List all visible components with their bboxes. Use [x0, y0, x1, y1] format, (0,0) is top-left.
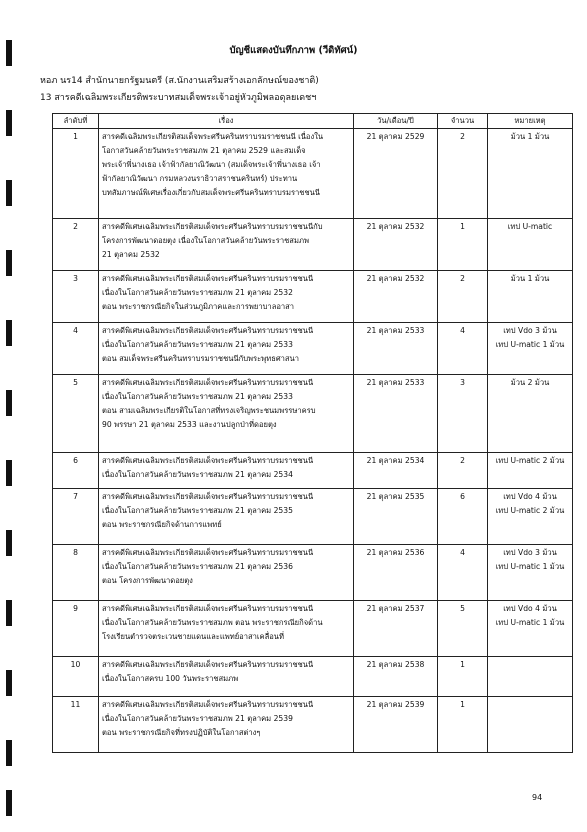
row-qty: 2 — [438, 271, 488, 323]
row-title — [99, 697, 354, 753]
row-date: 21 ตุลาคม 2533 — [354, 323, 438, 375]
row-date: 21 ตุลาคม 2532 — [354, 271, 438, 323]
table-row — [53, 129, 573, 219]
title-line: สารคดีพิเศษเฉลิมพระเกียรติสมเด็จพระศรีนครินทราบรมราชชนนี — [102, 326, 314, 335]
row-date: 21 ตุลาคม 2534 — [354, 453, 438, 489]
row-note — [488, 697, 573, 753]
title-line: 90 พรรษา 21 ตุลาคม 2533 และงานปลูกป่าที่ดอยตุง — [102, 420, 277, 429]
row-note — [488, 545, 573, 601]
title-line: เนื่องในโอกาสวันคล้ายวันพระราชสมภพ ตอน พระราชกรณียกิจด้าน — [102, 618, 323, 627]
note-line: เทป Vdo 3 ม้วน — [503, 548, 557, 557]
row-qty: 6 — [438, 489, 488, 545]
row-date: 21 ตุลาคม 2539 — [354, 697, 438, 753]
title-line: พระเจ้าพี่นางเธอ เจ้าฟ้ากัลยาณิวัฒนา (สมเด็จพระเจ้าพี่นางเธอ เจ้า — [102, 160, 321, 169]
table-row — [53, 657, 573, 697]
row-title — [99, 657, 354, 697]
binding-mark — [6, 600, 12, 626]
binding-mark — [6, 670, 12, 696]
row-qty: 1 — [438, 219, 488, 271]
binding-mark — [6, 250, 12, 276]
note-line: เทป U-matic 1 ม้วน — [495, 340, 565, 349]
title-line: ตอน พระราชกรณียกิจที่ทรงปฏิบัติในโอกาสต่างๆ — [102, 728, 261, 737]
title-line: ตอน พระราชกรณียกิจในส่วนภูมิภาคและการพยาบาลอาสา — [102, 302, 295, 311]
title-line: เนื่องในโอกาสวันคล้ายวันพระราชสมภพ 21 ตุลาคม 2535 — [102, 506, 293, 515]
row-note — [488, 129, 573, 219]
row-title — [99, 453, 354, 489]
title-line: สารคดีเฉลิมพระเกียรติสมเด็จพระศรีนครินทราบรมราชชนนี เนื่องใน — [102, 132, 324, 141]
row-note — [488, 219, 573, 271]
col-header-note: หมายเหตุ — [488, 114, 573, 129]
col-header-title: เรื่อง — [99, 114, 354, 129]
row-number: 5 — [53, 375, 99, 453]
row-note — [488, 489, 573, 545]
agency-line: หอภ นร14 สำนักนายกรัฐมนตรี (ส.นักงานเสริมสร้างเอกลักษณ์ของชาติ) — [40, 76, 319, 86]
row-number: 4 — [53, 323, 99, 375]
title-line: เนื่องในโอกาสวันคล้ายวันพระราชสมภพ 21 ตุลาคม 2533 — [102, 340, 293, 349]
col-header-no: ลำดับที่ — [53, 114, 99, 129]
table-header-row — [53, 114, 573, 129]
page-number: 94 — [532, 793, 543, 802]
binding-mark — [6, 320, 12, 346]
row-number: 11 — [53, 697, 99, 753]
binding-mark — [6, 180, 12, 206]
binding-mark — [6, 460, 12, 486]
row-qty: 2 — [438, 453, 488, 489]
col-header-qty: จำนวน — [438, 114, 488, 129]
title-line: ตอน สมเด็จพระศรีนครินทราบรมราชชนนีกับพระพุทธศาสนา — [102, 354, 300, 363]
row-note — [488, 453, 573, 489]
row-note — [488, 601, 573, 657]
series-line: 13 สารคดีเฉลิมพระเกียรติพระบาทสมเด็จพระเจ้าอยู่หัวภูมิพลอดุลยเดชฯ — [40, 93, 317, 103]
row-number: 10 — [53, 657, 99, 697]
row-date: 21 ตุลาคม 2536 — [354, 545, 438, 601]
title-line: สารคดีพิเศษเฉลิมพระเกียรติสมเด็จพระศรีนครินทราบรมราชชนนี — [102, 456, 314, 465]
binding-mark — [6, 390, 12, 416]
title-line: เนื่องในโอกาสครบ 100 วันพระราชสมภพ — [102, 674, 239, 683]
row-date: 21 ตุลาคม 2538 — [354, 657, 438, 697]
row-date: 21 ตุลาคม 2535 — [354, 489, 438, 545]
table-row — [53, 219, 573, 271]
note-line: ม้วน 1 ม้วน — [510, 274, 550, 283]
row-number: 6 — [53, 453, 99, 489]
table-row — [53, 489, 573, 545]
row-qty: 1 — [438, 697, 488, 753]
title-line: สารคดีพิเศษเฉลิมพระเกียรติสมเด็จพระศรีนครินทราบรมราชชนนี — [102, 492, 314, 501]
row-number: 3 — [53, 271, 99, 323]
title-line: เนื่องในโอกาสวันคล้ายวันพระราชสมภพ 21 ตุลาคม 2536 — [102, 562, 293, 571]
row-date: 21 ตุลาคม 2533 — [354, 375, 438, 453]
row-qty: 4 — [438, 545, 488, 601]
row-date: 21 ตุลาคม 2529 — [354, 129, 438, 219]
note-line: เทป U-matic 2 ม้วน — [495, 456, 565, 465]
row-title — [99, 129, 354, 219]
title-line: ตอน โครงการพัฒนาดอยตุง — [102, 576, 193, 585]
title-line: เนื่องในโอกาสวันคล้ายวันพระราชสมภพ 21 ตุลาคม 2532 — [102, 288, 293, 297]
table-row — [53, 545, 573, 601]
note-line: เทป Vdo 3 ม้วน — [503, 326, 557, 335]
title-line: สารคดีพิเศษเฉลิมพระเกียรติสมเด็จพระศรีนครินทราบรมราชชนนี — [102, 548, 314, 557]
title-line: โรงเรียนตำรวจตระเวนชายแดนและแพทย์อาสาเคลื่อนที่ — [102, 632, 284, 641]
row-title — [99, 545, 354, 601]
table-row — [53, 375, 573, 453]
row-title — [99, 271, 354, 323]
row-qty: 5 — [438, 601, 488, 657]
binding-mark — [6, 790, 12, 816]
col-header-date: วัน/เดือน/ปี — [354, 114, 438, 129]
title-line: สารคดีพิเศษเฉลิมพระเกียรติสมเด็จพระศรีนครินทราบรมราชชนนี — [102, 378, 314, 387]
row-note — [488, 323, 573, 375]
title-line: ฟ้ากัลยาณิวัฒนา กรมหลวงนราธิวาสราชนครินทร์) ประทาน — [102, 174, 298, 183]
title-line: สารคดีพิเศษเฉลิมพระเกียรติสมเด็จพระศรีนครินทราบรมราชชนนี — [102, 604, 314, 613]
note-line: เทป U-matic — [507, 222, 553, 231]
note-line: เทป U-matic 2 ม้วน — [495, 506, 565, 515]
row-title — [99, 375, 354, 453]
title-line: โอกาสวันคล้ายวันพระราชสมภพ 21 ตุลาคม 2529 และสมเด็จ — [102, 146, 306, 155]
row-qty: 2 — [438, 129, 488, 219]
row-number: 1 — [53, 129, 99, 219]
row-qty: 4 — [438, 323, 488, 375]
table-row — [53, 323, 573, 375]
row-number: 7 — [53, 489, 99, 545]
title-line: สารคดีพิเศษเฉลิมพระเกียรติสมเด็จพระศรีนครินทราบรมราชชนนี — [102, 700, 314, 709]
table-row — [53, 697, 573, 753]
document-title: บัญชีแสดงบันทึกภาพ (วีดิทัศน์) — [229, 45, 358, 56]
note-line: เทป U-matic 1 ม้วน — [495, 562, 565, 571]
table-row — [53, 453, 573, 489]
row-qty: 3 — [438, 375, 488, 453]
row-date: 21 ตุลาคม 2537 — [354, 601, 438, 657]
title-line: สารคดีพิเศษเฉลิมพระเกียรติสมเด็จพระศรีนครินทราบรมราชชนนีกับ — [102, 222, 323, 231]
note-line: ม้วน 2 ม้วน — [510, 378, 550, 387]
row-title — [99, 489, 354, 545]
title-line: เนื่องในโอกาสวันคล้ายวันพระราชสมภพ 21 ตุลาคม 2539 — [102, 714, 293, 723]
title-line: เนื่องในโอกาสวันคล้ายวันพระราชสมภพ 21 ตุลาคม 2534 — [102, 470, 293, 479]
row-number: 2 — [53, 219, 99, 271]
title-line: บทสัมภาษณ์พิเศษเรื่องเกี่ยวกับสมเด็จพระศรีนครินทราบรมราชชนนี — [102, 188, 320, 197]
row-title — [99, 219, 354, 271]
row-number: 9 — [53, 601, 99, 657]
row-note — [488, 375, 573, 453]
title-line: สารคดีพิเศษเฉลิมพระเกียรติสมเด็จพระศรีนครินทราบรมราชชนนี — [102, 660, 314, 669]
row-title — [99, 323, 354, 375]
note-line: ม้วน 1 ม้วน — [510, 132, 550, 141]
title-line: ตอน สามเฉลิมพระเกียรติในโอกาสที่ทรงเจริญพระชนมพรรษาครบ — [102, 406, 316, 415]
title-line: เนื่องในโอกาสวันคล้ายวันพระราชสมภพ 21 ตุลาคม 2533 — [102, 392, 293, 401]
title-line: สารคดีพิเศษเฉลิมพระเกียรติสมเด็จพระศรีนครินทราบรมราชชนนี — [102, 274, 314, 283]
row-qty: 1 — [438, 657, 488, 697]
row-title — [99, 601, 354, 657]
record-table — [52, 113, 573, 753]
row-number: 8 — [53, 545, 99, 601]
binding-mark — [6, 740, 12, 766]
binding-mark — [6, 110, 12, 136]
note-line: เทป U-matic 1 ม้วน — [495, 618, 565, 627]
title-line: ตอน พระราชกรณียกิจด้านการแพทย์ — [102, 520, 222, 529]
table-row — [53, 601, 573, 657]
binding-mark — [6, 530, 12, 556]
table-row — [53, 271, 573, 323]
title-line: 21 ตุลาคม 2532 — [102, 250, 160, 259]
note-line: เทป Vdo 4 ม้วน — [503, 604, 557, 613]
row-date: 21 ตุลาคม 2532 — [354, 219, 438, 271]
note-line: เทป Vdo 4 ม้วน — [503, 492, 557, 501]
row-note — [488, 657, 573, 697]
row-note — [488, 271, 573, 323]
title-line: โครงการพัฒนาดอยตุง เนื่องในโอกาสวันคล้ายวันพระราชสมภพ — [102, 236, 309, 245]
